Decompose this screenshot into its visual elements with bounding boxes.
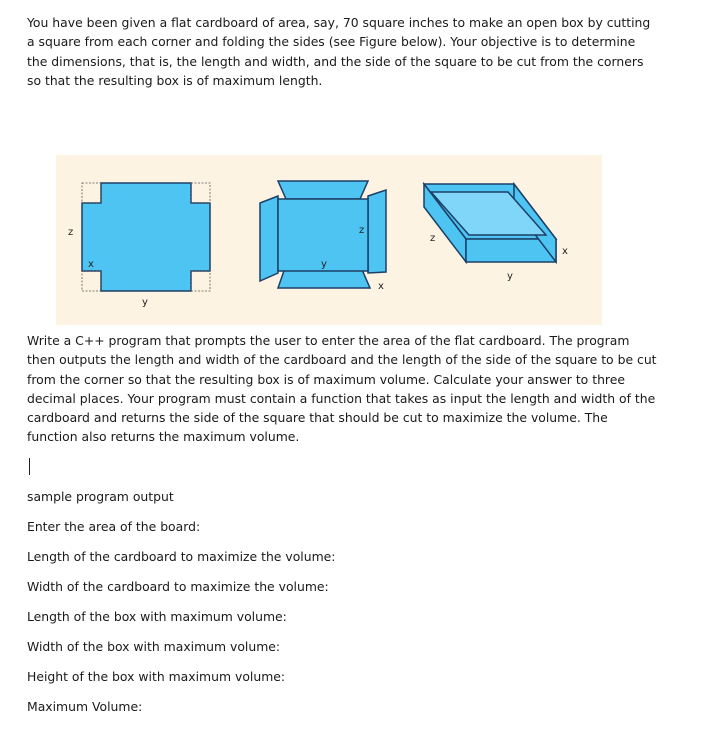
open-box-diagram	[424, 184, 556, 262]
label-z-3: z	[430, 233, 436, 244]
label-y-2: y	[321, 259, 327, 270]
sample-output-line: Height of the box with maximum volume:	[27, 669, 286, 684]
label-z-1: z	[68, 227, 74, 238]
task-paragraph: Write a C++ program that prompts the user to enter the area of the flat cardboard. The program then outputs the length and width of the cardboard and the length of the side of the square to be cut from the corner so that the resulting box is of maximum volume. Calculate your answer to three decimal places. Your program must contain a function that takes as input the length and width of the cardboard and returns the side of the square that should be cut to maximize the volume. The function also returns the maximum volume.	[27, 333, 657, 445]
sample-output-line: Length of the box with maximum volume:	[27, 609, 287, 624]
sample-output-line: Length of the cardboard to maximize the volume:	[27, 549, 336, 564]
sample-output-heading: sample program output	[27, 489, 174, 504]
label-x-2: x	[378, 281, 384, 292]
label-x-3: x	[562, 246, 568, 257]
sample-output-line: Width of the cardboard to maximize the volume:	[27, 579, 329, 594]
intro-paragraph: You have been given a flat cardboard of area, say, 70 square inches to make an open box by cutting a square from each corner and folding the sides (see Figure below). Your objective is to determine the dimensions, that is, the length and width, and the side of the square to be cut from the corners so that the resulting box is of maximum length.	[27, 15, 651, 88]
folding-box-diagram	[260, 181, 386, 288]
sample-output-line: Maximum Volume:	[27, 699, 143, 714]
text-cursor	[29, 458, 30, 475]
label-z-2: z	[359, 225, 365, 236]
cardboard-figure	[56, 155, 602, 325]
sample-output-line: Enter the area of the board:	[27, 519, 201, 534]
label-y-3: y	[507, 271, 513, 282]
sample-output-line: Width of the box with maximum volume:	[27, 639, 281, 654]
label-y-1: y	[142, 297, 148, 308]
label-x-1: x	[88, 259, 94, 270]
